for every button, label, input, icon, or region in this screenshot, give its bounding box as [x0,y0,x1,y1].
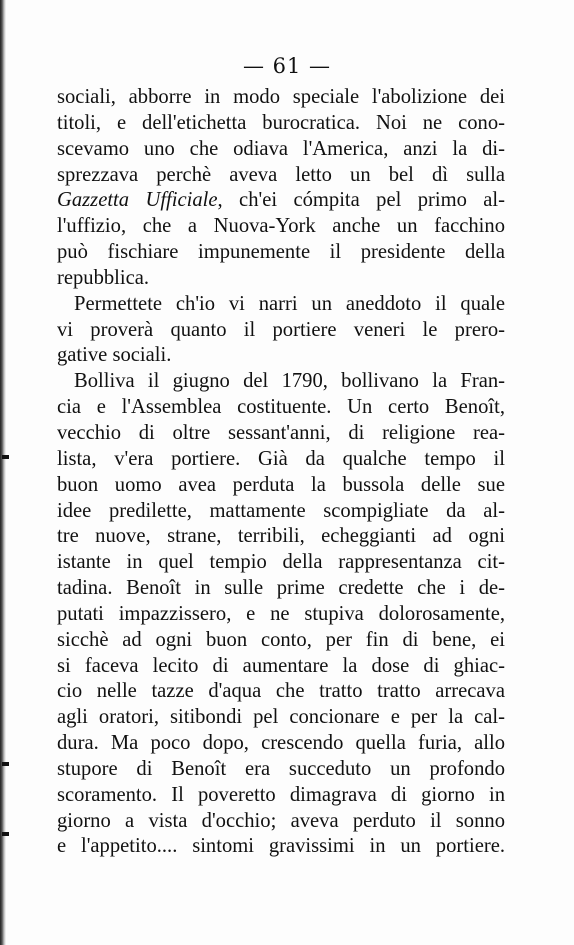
text-line: putati impazzissero, e ne stupiva dolorosamente, [57,602,505,625]
text-line: può fischiare impunemente il presidente della [57,241,505,264]
text-line: Permettete ch'io vi narri un aneddoto il quale [74,292,505,315]
text-line: agli oratori, sitibondi pel concionare e per la cal- [57,706,505,729]
margin-mark [2,832,9,836]
text-line: giorno a vista d'occhio; aveva perduto il sonno [57,809,505,832]
text-line: buon uomo avea perduta la bussola delle sue [57,473,505,496]
text-line: lista, v'era portiere. Già da qualche tempo il [57,447,505,470]
text-line: scoramento. Il poveretto dimagrava di giorno in [57,783,505,806]
binding-edge [0,0,6,945]
text-line: e l'appetito.... sintomi gravissimi in un portiere. [57,835,505,858]
text-line: si faceva lecito di aumentare la dose di ghiac- [57,654,505,677]
text-line: Gazzetta Ufficiale, ch'ei cómpita pel primo al- [57,189,505,212]
text-line: l'uffizio, che a Nuova-York anche un facchino [57,215,505,238]
italic-title: Gazzetta Ufficiale [57,189,218,212]
text-line: sicchè ad ogni buon conto, per fin di bene, ei [57,628,505,651]
text-line: cio nelle tazze d'aqua che tratto tratto arrecava [57,680,505,703]
text-line: tre nuove, strane, terribili, echeggianti ad ogni [57,525,505,548]
text-line: stupore di Benoît era succeduto un profondo [57,757,505,780]
body-text [57,85,505,860]
text-line: idee predilette, mattamente scompigliate da al- [57,499,505,522]
text-line: repubblica. [57,266,150,289]
text-line: vi proverà quanto il portiere veneri le prero- [57,318,505,341]
margin-mark [2,762,9,766]
text-line: tadina. Benoît in sulle prime credette che i de- [57,577,505,600]
text-line: titoli, e dell'etichetta burocratica. Noi ne cono- [57,111,505,134]
text-line: gative sociali. [57,344,172,367]
text-line: dura. Ma poco dopo, crescendo quella furia, allo [57,732,505,755]
text-line: scevamo uno che odiava l'America, anzi la di- [57,137,505,160]
text-line: Bolliva il giugno del 1790, bollivano la Fran- [74,370,505,393]
text-line: cia e l'Assemblea costituente. Un certo Benoît, [57,396,505,419]
text-line: vecchio di oltre sessant'anni, di religione rea- [57,421,505,444]
page-number: — 61 — [242,54,332,78]
text-line: istante in quel tempio della rappresentanza cit- [57,551,505,574]
text-line: sprezzava perchè aveva letto un bel dì sulla [57,163,505,186]
margin-mark [2,455,9,459]
text-line: sociali, abborre in modo speciale l'abolizione dei [57,86,505,108]
